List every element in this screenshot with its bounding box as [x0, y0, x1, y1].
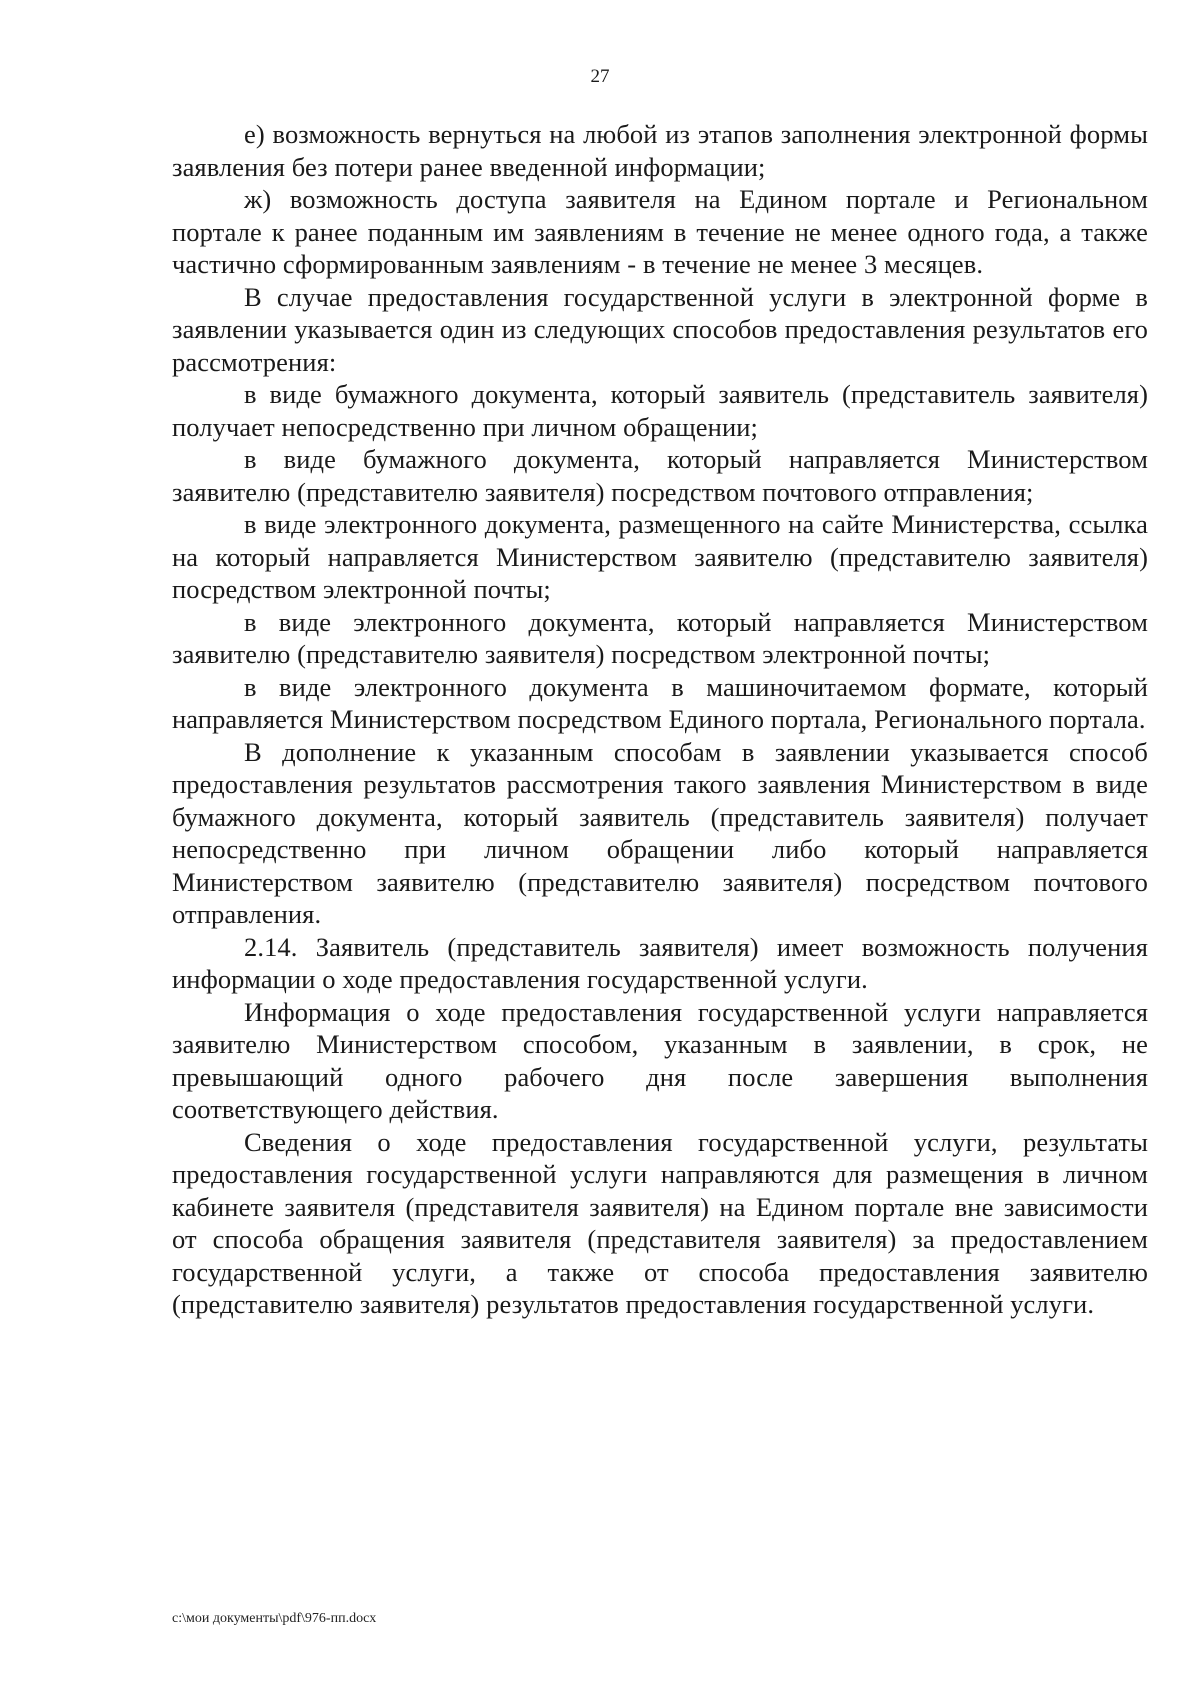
paragraph-additional-method: В дополнение к указанным способам в заявлении указывается способ предоставления результатов рассмотрения такого заявления Министерством в виде бумажного документа, который заявитель (представитель заявителя) получает непосредственно при личном обращении либо который направляется Министерством заявителю (представителю заявителя) посредством почтового отправления.: [172, 736, 1148, 929]
paragraph-method-electronic-email: в виде электронного документа, который направляется Министерством заявителю (представителю заявителя) посредством электронной почты;: [172, 606, 1148, 669]
page-number: 27: [590, 66, 610, 87]
paragraph-method-paper-by-post: в виде бумажного документа, который направляется Министерством заявителю (представителю заявителя) посредством почтового отправления;: [172, 444, 1148, 507]
paragraph-method-paper-in-person: в виде бумажного документа, который заявитель (представитель заявителя) получает непосредственно при личном обращении;: [172, 379, 1148, 442]
paragraph-item-zh: ж) возможность доступа заявителя на Едином портале и Региональном портале к ранее поданным им заявлениям в течение не менее одного года, а также частично сформированным заявлениям - в течение не менее 3 месяцев.: [172, 184, 1148, 279]
footer-file-path: c:\мои документы\pdf\976-пп.docx: [172, 1611, 377, 1626]
paragraph-item-e: е) возможность вернуться на любой из этапов заполнения электронной формы заявления без потери ранее введенной информации;: [172, 119, 1148, 182]
paragraph-progress-info: Информация о ходе предоставления государственной услуги направляется заявителю Министерством способом, указанным в заявлении, в срок, не превышающий одного рабочего дня после завершения выполнения соответствующего действия.: [172, 996, 1148, 1124]
document-body: [172, 118, 1148, 1321]
paragraph-method-electronic-site-link: в виде электронного документа, размещенного на сайте Министерства, ссылка на который направляется Министерством заявителю (представителю заявителя) посредством электронной почты;: [172, 509, 1148, 604]
paragraph-result-methods-intro: В случае предоставления государственной услуги в электронной форме в заявлении указывается один из следующих способов предоставления результатов его рассмотрения:: [172, 281, 1148, 377]
paragraph-2-14: 2.14. Заявитель (представитель заявителя) имеет возможность получения информации о ходе предоставления государственной услуги.: [172, 931, 1148, 994]
paragraph-personal-account-info: Сведения о ходе предоставления государственной услуги, результаты предоставления государственной услуги направляются для размещения в личном кабинете заявителя (представителя заявителя) на Едином портале вне зависимости от способа обращения заявителя (представителя заявителя) за предоставлением государственной услуги, а также от способа предоставления заявителю (представителю заявителя) результатов предоставления государственной услуги.: [172, 1126, 1148, 1319]
paragraph-method-machine-readable: в виде электронного документа в машиночитаемом формате, который направляется Министерством посредством Единого портала, Регионального портала.: [172, 671, 1148, 734]
